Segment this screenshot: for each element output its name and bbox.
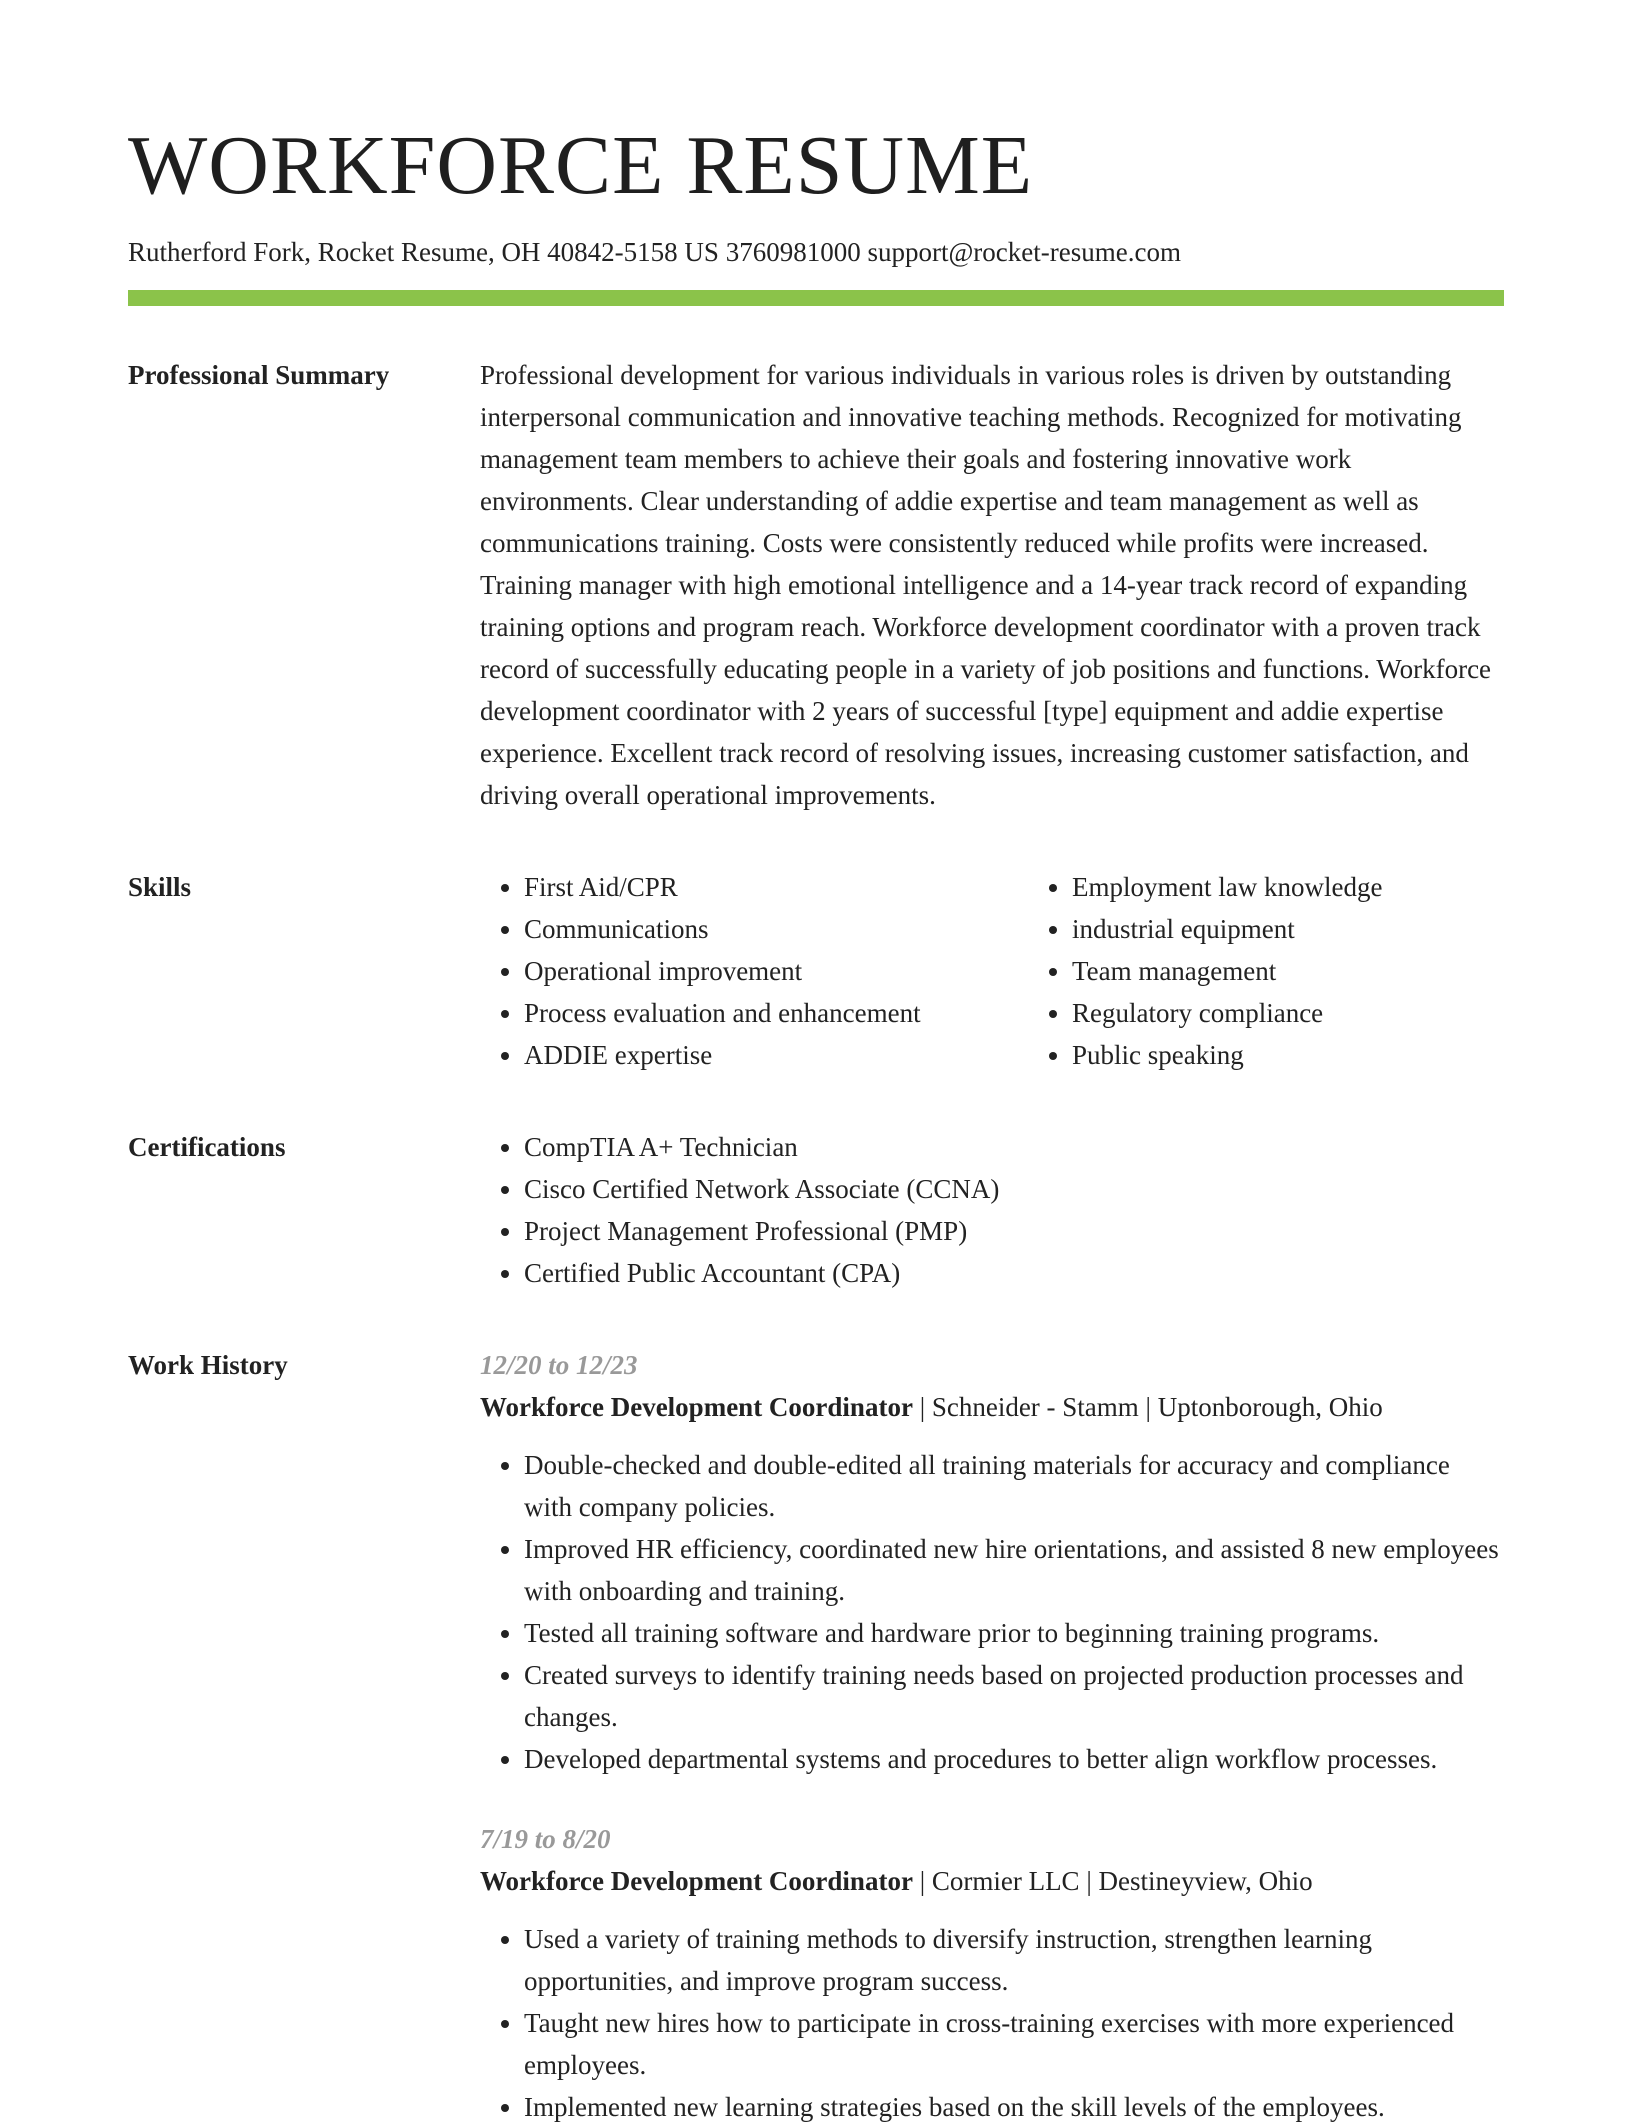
skill-item: • Operational improvement xyxy=(524,950,1028,992)
job-details: | Schneider - Stamm | Uptonborough, Ohio xyxy=(912,1392,1383,1422)
certification-item: • CompTIA A+ Technician xyxy=(524,1126,1504,1168)
job-details: | Cormier LLC | Destineyview, Ohio xyxy=(912,1866,1313,1896)
resume-title: WORKFORCE RESUME xyxy=(128,119,1034,212)
job-bullets xyxy=(480,1918,1504,2128)
skill-item: • ADDIE expertise xyxy=(524,1034,1028,1076)
contact-line: Rutherford Fork, Rocket Resume, OH 40842-5158 US 3760981000 support@rocket-resume.com xyxy=(128,237,1181,267)
section-label: Work History xyxy=(128,1350,288,1380)
certification-item: • Cisco Certified Network Associate (CCNA) xyxy=(524,1168,1504,1210)
job-title: Workforce Development Coordinator xyxy=(480,1866,913,1896)
skill-item: • Public speaking xyxy=(1072,1034,1504,1076)
job-entry xyxy=(480,1818,1504,2128)
section-label: Professional Summary xyxy=(128,360,390,390)
skills-list-left xyxy=(480,866,1028,1076)
section-label: Skills xyxy=(128,872,192,902)
skill-item: • Team management xyxy=(1072,950,1504,992)
job-title: Workforce Development Coordinator xyxy=(480,1392,913,1422)
job-bullet: • Double-checked and double-edited all training materials for accuracy and compliance with company policies. xyxy=(524,1444,1504,1528)
skills-list-right xyxy=(1028,866,1504,1076)
skill-item: • Process evaluation and enhancement xyxy=(524,992,1028,1034)
section-skills xyxy=(128,866,1504,1076)
job-bullet: • Developed departmental systems and procedures to better align workflow processes. xyxy=(524,1738,1504,1780)
job-heading xyxy=(480,1860,1504,1902)
job-dates: 7/19 to 8/20 xyxy=(480,1824,611,1854)
certification-item: • Project Management Professional (PMP) xyxy=(524,1210,1504,1252)
job-bullet: • Used a variety of training methods to diversify instruction, strengthen learning opportunities, and improve program success. xyxy=(524,1918,1504,2002)
job-entry xyxy=(480,1344,1504,1780)
skill-item: • Communications xyxy=(524,908,1028,950)
accent-divider xyxy=(128,290,1504,306)
job-heading xyxy=(480,1386,1504,1428)
section-work-history xyxy=(128,1344,1504,2128)
certifications-list xyxy=(480,1126,1504,1294)
certification-item: • Certified Public Accountant (CPA) xyxy=(524,1252,1504,1294)
section-certifications xyxy=(128,1126,1504,1294)
section-professional-summary xyxy=(128,354,1504,816)
job-bullet: • Implemented new learning strategies based on the skill levels of the employees. xyxy=(524,2086,1504,2128)
job-bullets xyxy=(480,1444,1504,1780)
job-bullet: • Tested all training software and hardware prior to beginning training programs. xyxy=(524,1612,1504,1654)
section-label: Certifications xyxy=(128,1132,286,1162)
job-bullet: • Improved HR efficiency, coordinated new hire orientations, and assisted 8 new employees with onboarding and training. xyxy=(524,1528,1504,1612)
summary-text: Professional development for various individuals in various roles is driven by outstanding interpersonal communication and innovative teaching methods. Recognized for motivating management team members to achieve their goals and fostering innovative work environments. Clear understanding of addie expertise and team management as well as communications training. Costs were consistently reduced while profits were increased. Training manager with high emotional intelligence and a 14-year track record of expanding training options and program reach. Workforce development coordinator with a proven track record of successfully educating people in a variety of job positions and functions. Workforce development coordinator with 2 years of successful [type] equipment and addie expertise experience. Excellent track record of resolving issues, increasing customer satisfaction, and driving overall operational improvements. xyxy=(480,360,1492,810)
skill-item: • industrial equipment xyxy=(1072,908,1504,950)
job-bullet: • Taught new hires how to participate in cross-training exercises with more experienced employees. xyxy=(524,2002,1504,2086)
job-bullet: • Created surveys to identify training needs based on projected production processes and changes. xyxy=(524,1654,1504,1738)
skill-item: • Regulatory compliance xyxy=(1072,992,1504,1034)
resume-page xyxy=(128,118,1504,2128)
skill-item: • First Aid/CPR xyxy=(524,866,1028,908)
job-dates: 12/20 to 12/23 xyxy=(480,1350,638,1380)
skill-item: • Employment law knowledge xyxy=(1072,866,1504,908)
